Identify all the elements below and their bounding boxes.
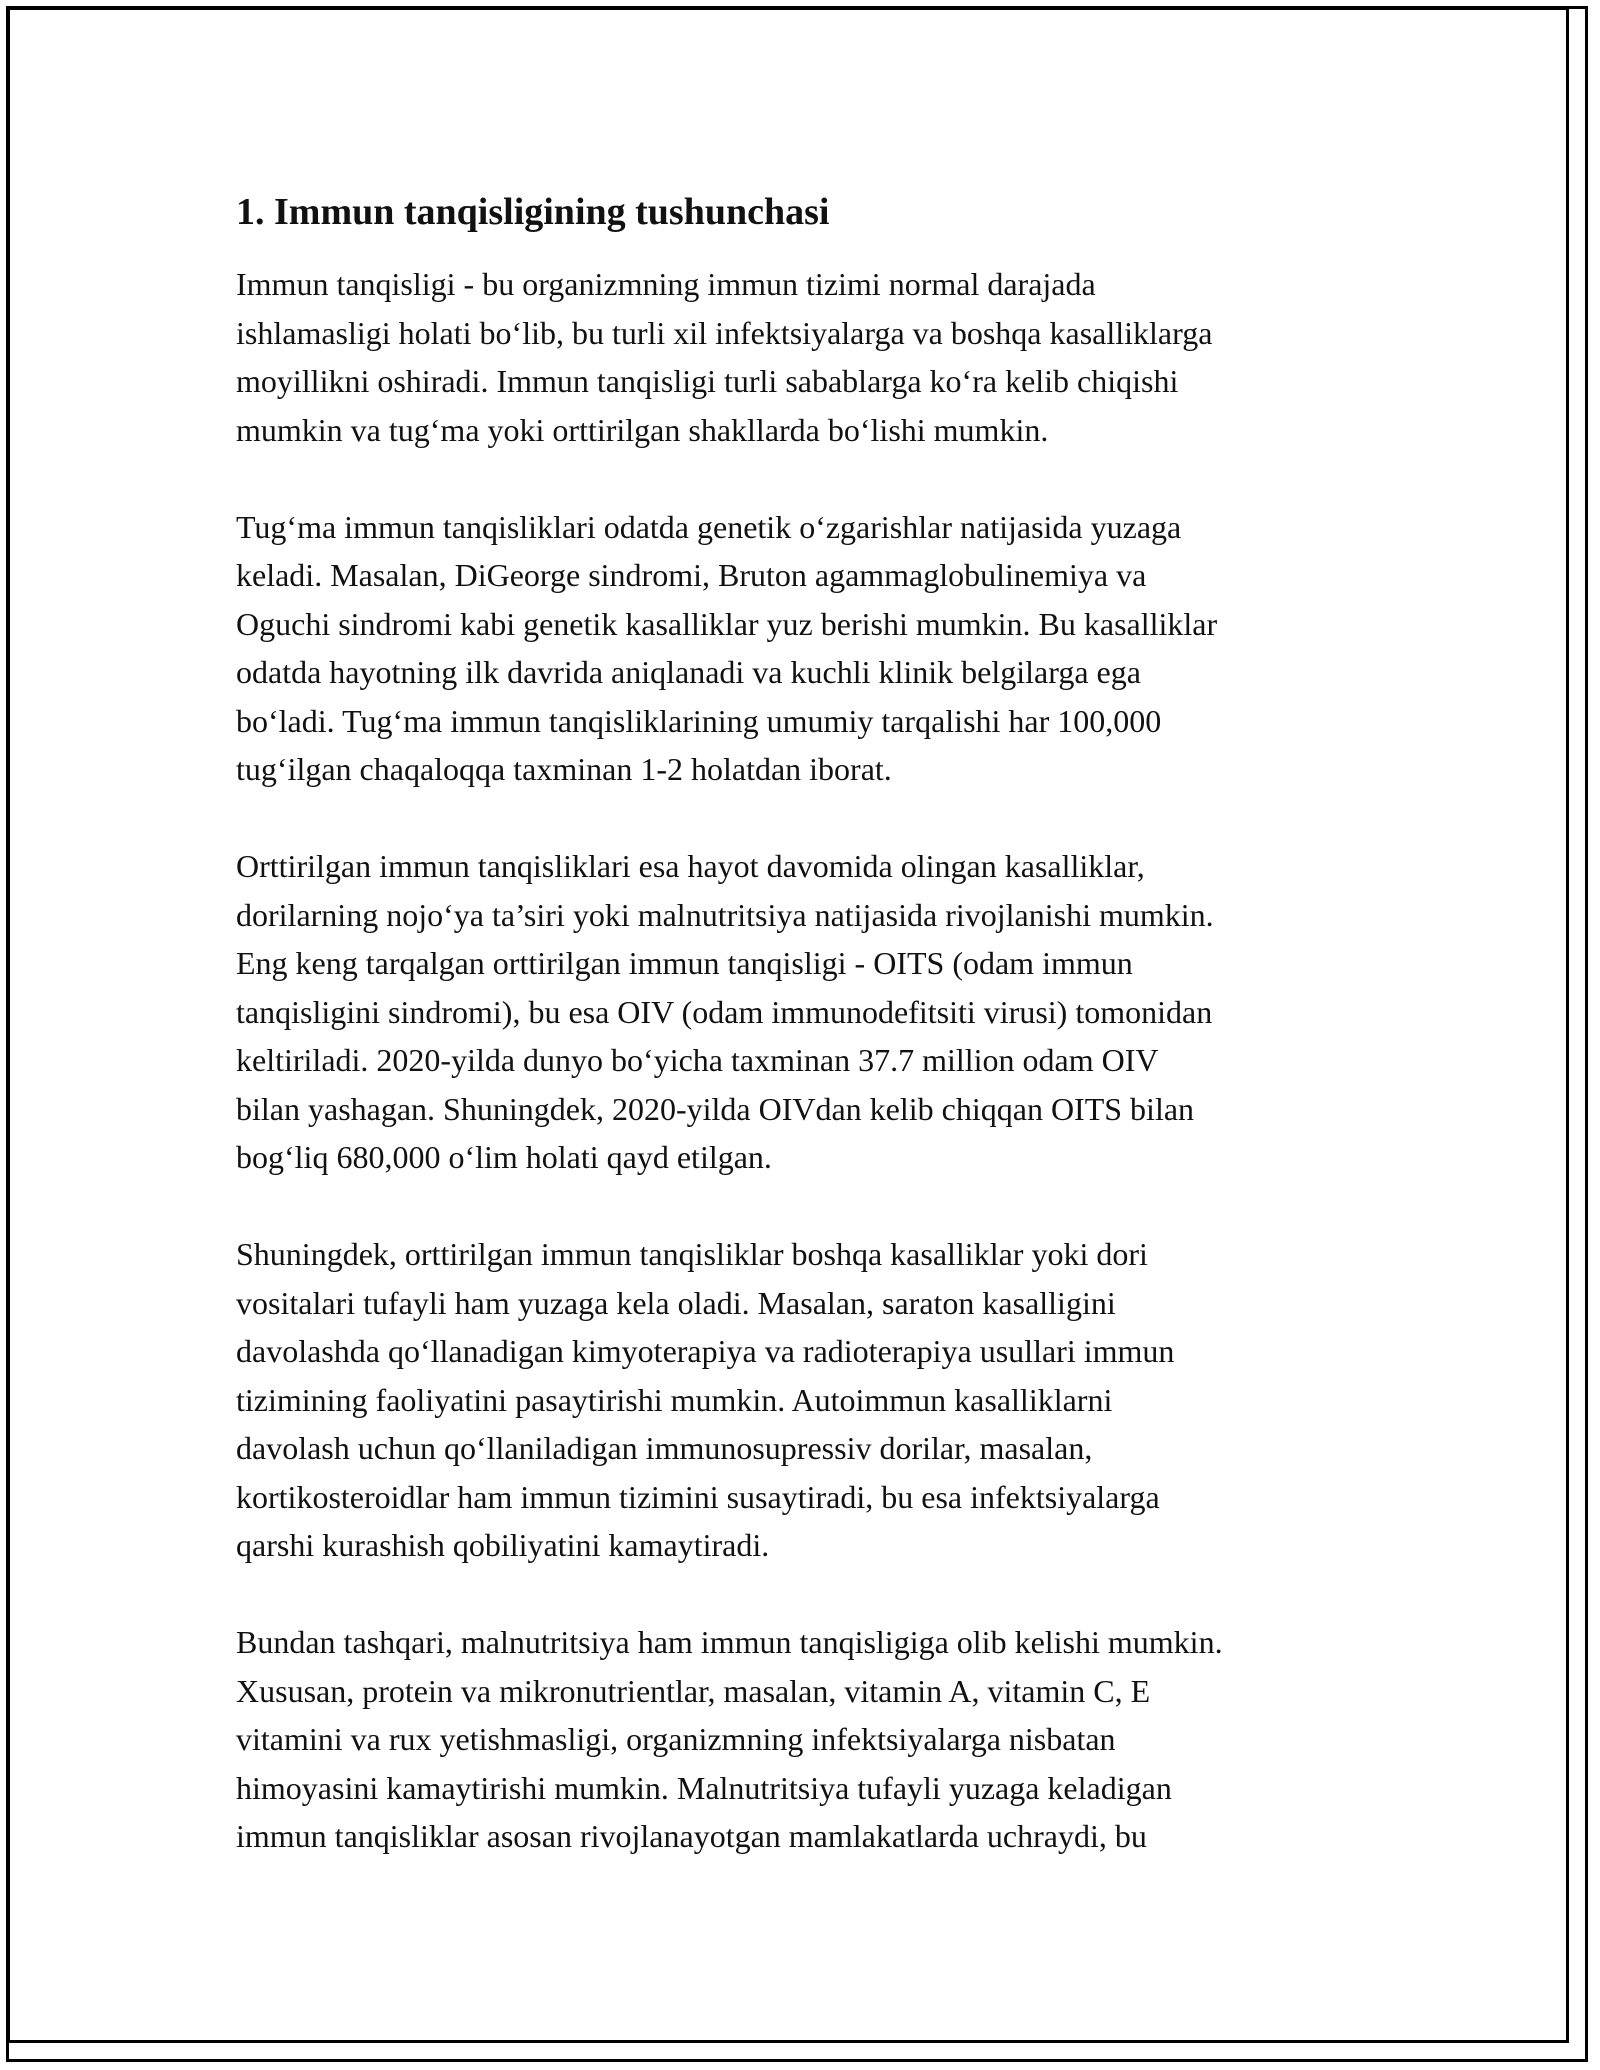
text-line: Shuningdek, orttirilgan immun tanqisliklar boshqa kasalliklar yoki dori: [236, 1236, 1148, 1272]
text-line: dorilarning nojo‘ya ta’siri yoki malnutritsiya natijasida rivojlanishi mumkin.: [236, 896, 1214, 933]
text-line: tanqisligini sindromi), bu esa OIV (odam immunodefitsiti virusi) tomonidan: [236, 993, 1213, 1030]
text-line: tizimining faoliyatini pasaytirishi mumkin. Autoimmun kasalliklarni: [236, 1381, 1113, 1418]
text-line: Tug‘ma immun tanqisliklari odatda genetik o‘zgarishlar natijasida yuzaga: [236, 508, 1182, 545]
text-line: moyillikni oshiradi. Immun tanqisligi turli sabablarga ko‘ra kelib chiqishi: [236, 363, 1179, 399]
text-line: himoyasini kamaytirishi mumkin. Malnutritsiya tufayli yuzaga keladigan: [236, 1769, 1172, 1806]
text-line: Orttirilgan immun tanqisliklari esa hayot davomida olingan kasalliklar,: [236, 848, 1145, 884]
section-heading: 1. Immun tanqisligining tushunchasi: [236, 191, 830, 233]
text-line: ishlamasligi holati bo‘lib, bu turli xil infektsiyalarga va boshqa kasalliklarga: [236, 314, 1213, 351]
text-line: Bundan tashqari, malnutritsiya ham immun tanqisligiga olib kelishi mumkin.: [236, 1624, 1223, 1660]
text-line: kortikosteroidlar ham immun tizimini susaytiradi, bu esa infektsiyalarga: [236, 1478, 1160, 1515]
text-line: keladi. Masalan, DiGeorge sindromi, Bruton agammaglobulinemiya va: [236, 557, 1147, 593]
paragraph-drugs: [236, 1230, 1386, 1570]
document-body: [236, 190, 1386, 1909]
text-line: bo‘ladi. Tug‘ma immun tanqisliklarining umumiy tarqalishi har 100,000: [236, 702, 1162, 739]
text-line: vitamini va rux yetishmasligi, organizmning infektsiyalarga nisbatan: [236, 1721, 1116, 1757]
text-line: vositalari tufayli ham yuzaga kela oladi. Masalan, saraton kasalligini: [236, 1284, 1116, 1321]
paragraph-definition: [236, 260, 1386, 454]
text-line: Oguchi sindromi kabi genetik kasalliklar yuz berishi mumkin. Bu kasalliklar: [236, 605, 1218, 642]
text-line: bilan yashagan. Shuningdek, 2020-yilda OIVdan kelib chiqqan OITS bilan: [236, 1090, 1195, 1127]
text-line: Immun tanqisligi - bu organizmning immun tizimi normal darajada: [236, 266, 1096, 302]
text-line: mumkin va tug‘ma yoki orttirilgan shakllarda bo‘lishi mumkin.: [236, 411, 1049, 448]
paragraph-congenital: [236, 503, 1386, 794]
text-line: tug‘ilgan chaqaloqqa taxminan 1-2 holatdan iborat.: [236, 751, 892, 787]
text-line: Eng keng tarqalgan orttirilgan immun tanqisligi - OITS (odam immun: [236, 945, 1133, 981]
text-line: odatda hayotning ilk davrida aniqlanadi va kuchli klinik belgilarga ega: [236, 654, 1141, 690]
text-line: qarshi kurashish qobiliyatini kamaytiradi.: [236, 1527, 770, 1563]
text-line: immun tanqisliklar asosan rivojlanayotgan mamlakatlarda uchraydi, bu: [236, 1818, 1147, 1854]
text-line: davolashda qo‘llanadigan kimyoterapiya va radioterapiya usullari immun: [236, 1333, 1175, 1369]
text-line: davolash uchun qo‘llaniladigan immunosupressiv dorilar, masalan,: [236, 1430, 1093, 1466]
text-line: bog‘liq 680,000 o‘lim holati qayd etilgan.: [236, 1139, 772, 1175]
paragraph-acquired: [236, 842, 1386, 1182]
paragraph-malnutrition: [236, 1618, 1386, 1861]
text-line: Xususan, protein va mikronutrientlar, masalan, vitamin A, vitamin C, E: [236, 1672, 1151, 1709]
text-line: keltiriladi. 2020-yilda dunyo bo‘yicha taxminan 37.7 million odam OIV: [236, 1042, 1159, 1078]
